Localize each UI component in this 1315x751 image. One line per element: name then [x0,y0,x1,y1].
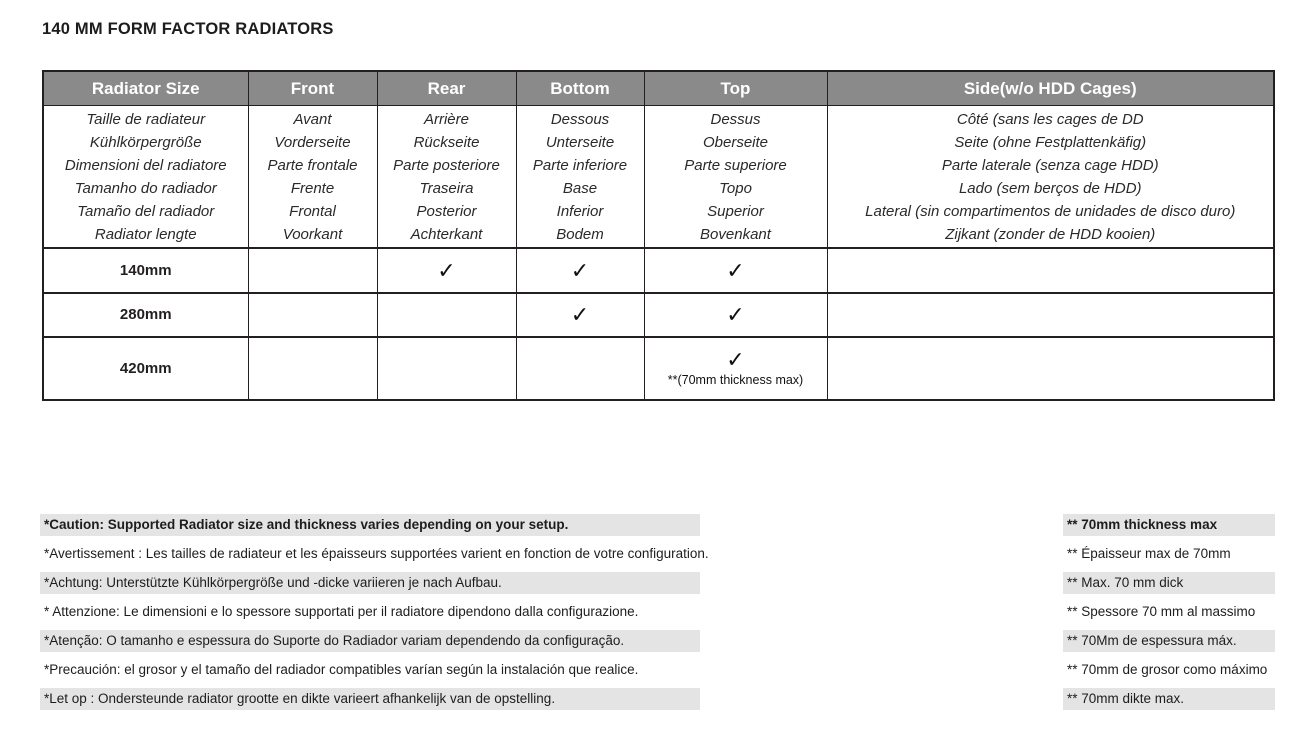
translation-line: Parte superiore [684,156,787,174]
column-translations-rear [377,106,516,249]
translation-line: Tamaño del radiador [77,202,215,220]
top-cell [644,337,827,400]
side-cell [827,248,1274,293]
cell-content [645,257,827,283]
top-cell [644,293,827,337]
caution-note: *Achtung: Unterstützte Kühlkörpergröße und -dicke variieren je nach Aufbau. [40,572,700,594]
side-cell [827,293,1274,337]
front-cell [248,337,377,400]
translation-line: Lado (sem berços de HDD) [958,179,1142,197]
bottom-cell [516,293,644,337]
table-row [43,293,1274,337]
column-translations-size [43,106,248,249]
table-row [43,337,1274,400]
translation-line: Zijkant (zonder de HDD kooien) [945,225,1156,243]
side-cell [827,337,1274,400]
translation-line: Dessous [550,110,610,128]
translation-line: Unterseite [545,133,615,151]
translation-line: Dimensioni del radiatore [64,156,227,174]
check-icon: ✓ [726,347,745,373]
translation-line: Seite (ohne Festplattenkäfig) [954,133,1147,151]
rear-cell [377,337,516,400]
thickness-note: ** Spessore 70 mm al massimo [1067,604,1256,619]
check-icon: ✓ [726,302,745,327]
cell-content [378,257,516,283]
rear-cell [377,293,516,337]
radiator-size-label: 420mm [119,359,172,377]
column-translations-top [644,106,827,249]
thickness-note: ** 70mm thickness max [1063,514,1275,536]
translation-line: Dessus [710,110,761,128]
thickness-note: ** 70mm de grosor como máximo [1067,662,1268,677]
radiator-size-label: 140mm [119,261,172,279]
cell-content [645,349,827,388]
bottom-cell [516,337,644,400]
cell-content [517,257,644,283]
translation-line: Bodem [556,225,604,243]
translation-row [43,106,1274,249]
table-head [43,71,1274,106]
size-cell [43,293,248,337]
translation-line: Posterior [416,202,477,220]
translation-line: Bovenkant [700,225,771,243]
translation-line: Côté (sans les cages de DD [956,110,1144,128]
bottom-cell [516,248,644,293]
radiator-size-label: 280mm [119,306,172,323]
translation-line: Inferior [556,202,604,220]
top-thickness-note: **(70mm thickness max) [667,373,804,388]
top-cell [644,248,827,293]
translation-line: Radiator lengte [94,225,197,243]
front-cell [248,248,377,293]
caution-note: * Attenzione: Le dimensioni e lo spessore supportati per il radiatore dipendono dalla configurazione. [44,604,639,619]
check-icon: ✓ [726,257,745,283]
thickness-notes-list [1063,514,1275,717]
translation-line: Rückseite [413,133,480,151]
table-body [43,106,1274,401]
thickness-note: ** 70Mm de espessura máx. [1063,630,1275,652]
translation-line: Achterkant [410,225,483,243]
translation-line: Base [562,179,598,197]
check-icon: ✓ [570,257,590,283]
cell-content [517,304,644,326]
rear-cell [377,248,516,293]
translation-line: Frente [290,179,335,197]
column-translations-bottom [516,106,644,249]
translation-line: Vorderseite [274,133,351,151]
size-cell [43,248,248,293]
translation-line: Traseira [419,179,474,197]
translation-line: Voorkant [282,225,343,243]
table-header-row [43,71,1274,106]
translation-line: Topo [719,179,752,197]
caution-note: *Precaución: el grosor y el tamaño del radiador compatibles varían según la instalación que realice. [44,662,639,677]
translation-line: Parte posteriore [393,156,500,174]
caution-notes-list [40,514,709,717]
cell-content [645,304,827,326]
translation-line: Parte laterale (senza cage HDD) [941,156,1159,174]
caution-note: *Atenção: O tamanho e espessura do Suporte do Radiador variam dependendo da configuração. [40,630,700,652]
translation-line: Superior [707,202,764,220]
caution-note: *Avertissement : Les tailles de radiateur et les épaisseurs supportées varient en fonction de votre configuration. [44,546,709,561]
check-icon: ✓ [570,302,590,327]
column-translations-front [248,106,377,249]
translation-line: Avant [293,110,332,128]
column-header-size: Radiator Size [43,71,248,106]
caution-note: *Caution: Supported Radiator size and thickness varies depending on your setup. [40,514,700,536]
translation-line: Parte frontale [267,156,358,174]
column-header-top: Top [644,71,827,106]
translation-line: Tamanho do radiador [74,179,217,197]
size-cell [43,337,248,400]
column-header-rear: Rear [377,71,516,106]
translation-line: Parte inferiore [532,156,628,174]
caution-note: *Let op : Ondersteunde radiator grootte en dikte varieert afhankelijk van de opstelling. [40,688,700,710]
column-header-side: Side(w/o HDD Cages) [827,71,1274,106]
translation-line: Oberseite [702,133,769,151]
translation-line: Arrière [423,110,469,128]
page-title: 140 MM FORM FACTOR RADIATORS [42,20,334,38]
thickness-note: ** 70mm dikte max. [1063,688,1275,710]
translation-line: Kühlkörpergröße [89,133,202,151]
translation-line: Frontal [289,202,336,220]
check-icon: ✓ [437,257,456,283]
radiator-compatibility-table [42,70,1275,401]
thickness-note: ** Max. 70 mm dick [1063,572,1275,594]
table-row [43,248,1274,293]
column-header-bottom: Bottom [516,71,644,106]
thickness-note: ** Épaisseur max de 70mm [1067,546,1231,561]
translation-line: Taille de radiateur [86,110,206,128]
front-cell [248,293,377,337]
column-header-front: Front [248,71,377,106]
translation-line: Lateral (sin compartimentos de unidades de disco duro) [865,202,1236,220]
column-translations-side [827,106,1274,249]
